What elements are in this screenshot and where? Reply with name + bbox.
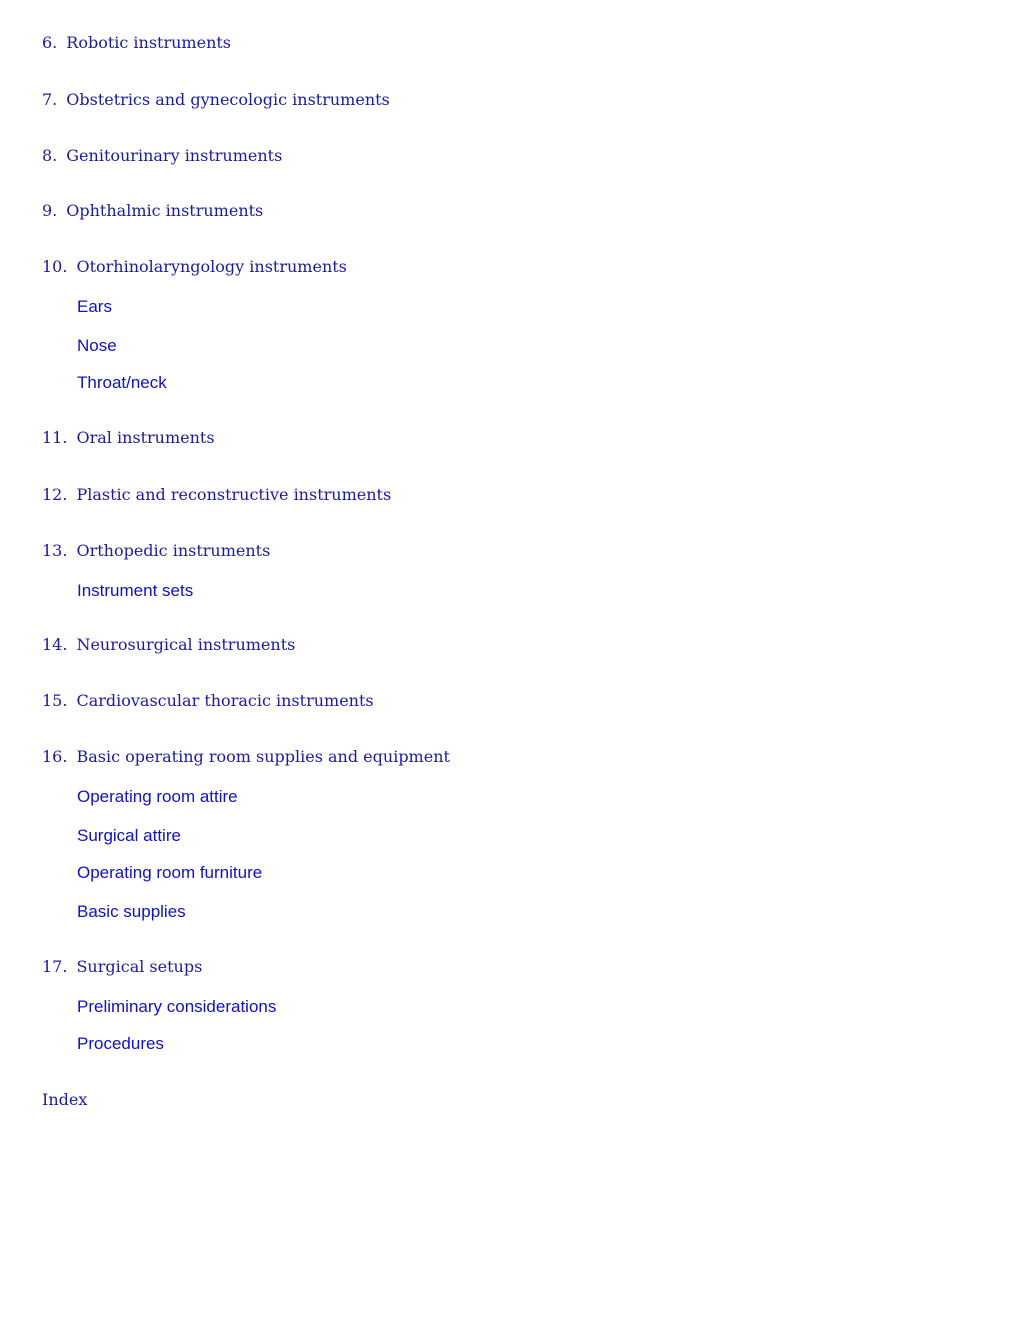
chapter-title: Otorhinolaryngology instruments	[76, 257, 347, 276]
toc-section-surgical-attire[interactable]: Surgical attire	[77, 826, 181, 845]
toc-chapter-15[interactable]	[42, 693, 374, 709]
toc-section-basic-supplies[interactable]: Basic supplies	[77, 902, 186, 921]
chapter-number: 10.	[42, 257, 68, 276]
toc-chapter-17[interactable]	[42, 959, 202, 975]
toc-chapter-8[interactable]	[42, 148, 282, 164]
toc-chapter-12[interactable]	[42, 487, 391, 503]
chapter-number: 7.	[42, 90, 58, 109]
chapter-title: Robotic instruments	[66, 33, 232, 52]
chapter-title: Oral instruments	[76, 428, 215, 447]
toc-chapter-14[interactable]	[42, 637, 295, 653]
chapter-title: Cardiovascular thoracic instruments	[76, 691, 374, 710]
toc-chapter-7[interactable]	[42, 92, 390, 108]
chapter-number: 6.	[42, 33, 58, 52]
chapter-number: 8.	[42, 146, 58, 165]
chapter-number: 9.	[42, 201, 58, 220]
chapter-title: Ophthalmic instruments	[66, 201, 264, 220]
chapter-title: Surgical setups	[76, 957, 203, 976]
chapter-title: Obstetrics and gynecologic instruments	[66, 90, 390, 109]
chapter-title: Neurosurgical instruments	[76, 635, 296, 654]
toc-section-throat-neck[interactable]: Throat/neck	[77, 373, 167, 392]
toc-chapter-9[interactable]	[42, 203, 263, 219]
chapter-number: 12.	[42, 485, 68, 504]
chapter-title: Plastic and reconstructive instruments	[76, 485, 392, 504]
chapter-number: 15.	[42, 691, 68, 710]
toc-section-ears[interactable]: Ears	[77, 297, 112, 316]
toc-chapter-16[interactable]	[42, 749, 450, 765]
toc-chapter-11[interactable]	[42, 430, 215, 446]
chapter-number: 11.	[42, 428, 68, 447]
toc-chapter-10[interactable]	[42, 259, 347, 275]
toc-section-operating-room-attire[interactable]: Operating room attire	[77, 787, 238, 806]
chapter-title: Basic operating room supplies and equipment	[76, 747, 450, 766]
toc-section-preliminary-considerations[interactable]: Preliminary considerations	[77, 997, 277, 1016]
toc-section-operating-room-furniture[interactable]: Operating room furniture	[77, 863, 263, 882]
chapter-number: 16.	[42, 747, 68, 766]
chapter-number: 14.	[42, 635, 68, 654]
toc-chapter-6[interactable]	[42, 35, 231, 51]
chapter-number: 13.	[42, 541, 68, 560]
chapter-title: Orthopedic instruments	[76, 541, 271, 560]
chapter-title: Genitourinary instruments	[66, 146, 283, 165]
toc-section-procedures[interactable]: Procedures	[77, 1034, 164, 1053]
toc-index-link[interactable]: Index	[42, 1090, 88, 1109]
toc-section-instrument-sets[interactable]: Instrument sets	[77, 581, 194, 600]
chapter-number: 17.	[42, 957, 68, 976]
toc-chapter-13[interactable]	[42, 543, 270, 559]
toc-section-nose[interactable]: Nose	[77, 336, 117, 355]
